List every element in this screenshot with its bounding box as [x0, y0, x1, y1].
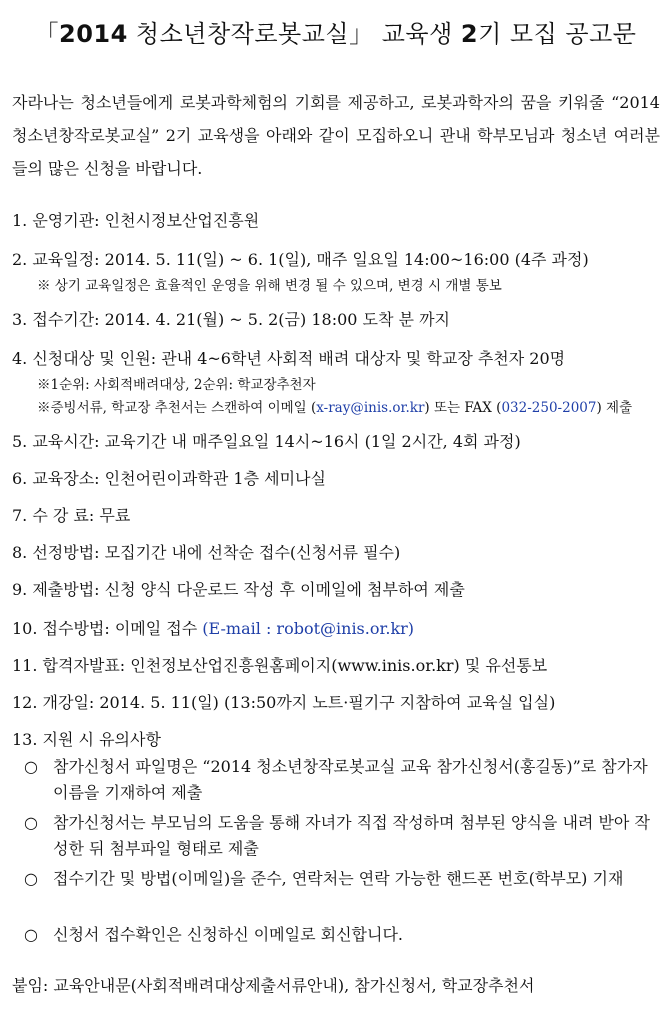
item-fee: 7. 수 강 료: 무료 — [12, 506, 131, 525]
reception-email-link[interactable]: (E-mail : robot@inis.or.kr) — [202, 619, 415, 638]
page-title — [0, 14, 671, 49]
documents-text-c: ) 제출 — [596, 400, 633, 416]
note-bullet — [24, 754, 660, 806]
title-year: 2014 — [59, 20, 128, 48]
intro-paragraph: 자라나는 청소년들에게 로봇과학체험의 기회를 제공하고, 로봇과학자의 꿈을 키워줄 “2014 청소년창작로봇교실” 2기 교육생을 아래와 같이 모집하오니 관내 학부모님과 청소년 여러분들의 많은 신청을 바랍니다. — [12, 93, 660, 178]
documents-text-b: ) 또는 FAX ( — [424, 400, 502, 416]
bullet-text: 참가신청서 파일명은 “2014 청소년창작로봇교실 교육 참가신청서(홍길동)”로 참가자 이름을 기재하여 제출 — [53, 757, 648, 802]
note-bullet — [24, 810, 660, 862]
item-eligibility-documents — [37, 396, 665, 416]
item-submission: 9. 제출방법: 신청 양식 다운로드 작성 후 이메일에 첨부하여 제출 — [12, 580, 465, 599]
item-application-period: 3. 접수기간: 2014. 4. 21(월) ~ 5. 2(금) 18:00 도착 분 까지 — [12, 310, 450, 329]
item-eligibility-priority: ※1순위: 사회적배려대상, 2순위: 학교장추천자 — [37, 377, 316, 393]
attachment-line: 붙임: 교육안내문(사회적배려대상제출서류안내), 참가신청서, 학교장추천서 — [12, 976, 535, 995]
reception-text: 10. 접수방법: 이메일 접수 — [12, 619, 203, 638]
item-eligibility: 4. 신청대상 및 인원: 관내 4~6학년 사회적 배려 대상자 및 학교장 추천자 20명 — [12, 349, 566, 368]
documents-fax-number: 032-250-2007 — [501, 400, 597, 416]
item-reception — [12, 616, 662, 639]
title-rest: 기 모집 공고문 — [478, 20, 637, 48]
bullet-mark: ○ — [24, 925, 38, 944]
title-bracket: 「 — [34, 20, 59, 48]
bullet-text: 신청서 접수확인은 신청하신 이메일로 회신합니다. — [53, 925, 404, 944]
bullet-text: 참가신청서는 부모님의 도움을 통해 자녀가 직접 작성하며 첨부된 양식을 내려 받아 작성한 뒤 첨부파일 형태로 제출 — [53, 813, 650, 858]
item-notes-heading: 13. 지원 시 유의사항 — [12, 730, 161, 749]
documents-email-link[interactable]: x-ray@inis.or.kr — [316, 400, 425, 416]
note-bullet — [24, 922, 660, 948]
item-operator: 1. 운영기관: 인천시정보산업진흥원 — [12, 211, 260, 230]
item-location: 6. 교육장소: 인천어린이과학관 1층 세미나실 — [12, 469, 326, 488]
item-class-time: 5. 교육시간: 교육기간 내 매주일요일 14시~16시 (1일 2시간, 4회 과정) — [12, 432, 521, 451]
item-selection: 8. 선정방법: 모집기간 내에 선착순 접수(신청서류 필수) — [12, 543, 401, 562]
bullet-mark: ○ — [24, 757, 38, 776]
item-opening-day: 12. 개강일: 2014. 5. 11(일) (13:50까지 노트·필기구 지참하여 교육실 입실) — [12, 693, 556, 712]
item-announcement: 11. 합격자발표: 인천정보산업진흥원홈페이지(www.inis.or.kr) 및 유선통보 — [12, 656, 548, 675]
title-cohort: 2 — [460, 20, 479, 48]
item-schedule-note: ※ 상기 교육일정은 효율적인 운영을 위해 변경 될 수 있으며, 변경 시 개별 통보 — [37, 278, 502, 294]
documents-text-a: ※증빙서류, 학교장 추천서는 스캔하여 이메일 ( — [37, 400, 317, 416]
bullet-text: 접수기간 및 방법(이메일)을 준수, 연락처는 연락 가능한 핸드폰 번호(학부모) 기재 — [53, 869, 624, 888]
note-bullet — [24, 866, 660, 892]
bullet-mark: ○ — [24, 813, 38, 832]
bullet-mark: ○ — [24, 869, 38, 888]
title-name: 청소년창작로봇교실」 교육생 — [127, 20, 461, 48]
item-schedule: 2. 교육일정: 2014. 5. 11(일) ~ 6. 1(일), 매주 일요일 14:00~16:00 (4주 과정) — [12, 250, 589, 269]
